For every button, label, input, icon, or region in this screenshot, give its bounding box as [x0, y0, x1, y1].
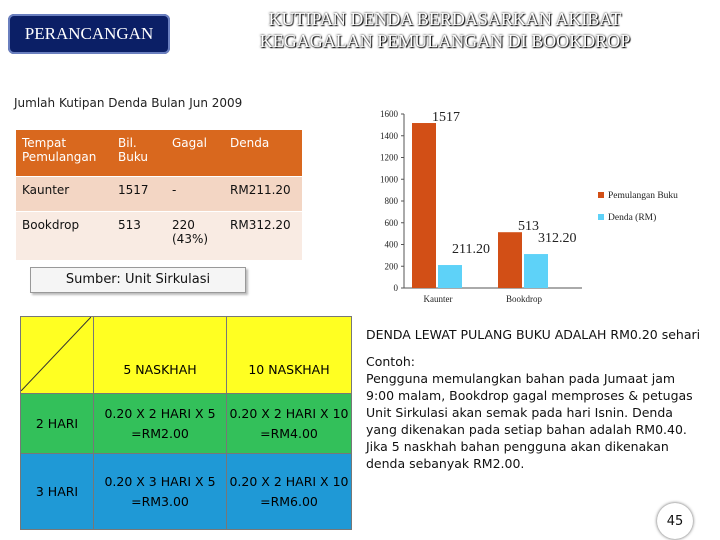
table-cell: Kaunter — [16, 177, 112, 212]
y-tick-label: 800 — [384, 196, 398, 206]
legend-swatch — [598, 214, 604, 220]
data-label: 211.20 — [452, 242, 490, 258]
category-label: Bookdrop — [506, 294, 542, 304]
table-cell: 0.20 X 2 HARI X 10 =RM4.00 — [227, 394, 352, 454]
table-cell: - — [166, 177, 224, 212]
table-cell: RM211.20 — [224, 177, 302, 212]
bar-denda — [438, 265, 462, 288]
fine-table — [20, 316, 352, 530]
legend-label: Denda (RM) — [608, 213, 657, 223]
header-cell: 5 NASKHAH — [94, 317, 227, 394]
y-tick-label: 200 — [384, 261, 398, 272]
y-tick-label: 1400 — [380, 130, 398, 141]
data-label: 1517 — [432, 110, 460, 126]
y-tick-label: 400 — [384, 239, 398, 250]
row-label: 2 HARI — [21, 394, 94, 454]
data-label: 513 — [518, 219, 539, 235]
notes-panel — [366, 326, 706, 482]
fine-rule: DENDA LEWAT PULANG BUKU ADALAH RM0.20 sehari — [366, 327, 701, 342]
table-cell: 0.20 X 2 HARI X 10 =RM6.00 — [227, 454, 352, 530]
section-badge-label: PERANCANGAN — [24, 24, 154, 43]
diagonal-line — [21, 317, 91, 391]
y-tick-label: 1200 — [380, 152, 398, 163]
table-row — [21, 454, 352, 530]
page-number: 45 — [657, 503, 693, 539]
category-label: Kaunter — [423, 294, 453, 304]
table-header-row — [16, 130, 302, 177]
table-header-row — [21, 317, 352, 394]
y-tick-label: 1000 — [380, 174, 398, 185]
source-note: Sumber: Unit Sirkulasi — [30, 267, 246, 293]
legend-label: Pemulangan Buku — [608, 191, 678, 201]
page-title-line2: KEGAGALAN PEMULANGAN DI BOOKDROP — [259, 31, 631, 51]
header-cell: Gagal — [166, 130, 224, 177]
table-subtitle: Jumlah Kutipan Denda Bulan Jun 2009 — [14, 96, 243, 110]
header-cell: Bil. Buku — [112, 130, 166, 177]
table-cell: 1517 — [112, 177, 166, 212]
bar-chart — [356, 96, 716, 314]
table-row — [21, 394, 352, 454]
y-tick-label: 1600 — [380, 109, 398, 119]
table-cell: 0.20 X 3 HARI X 5 =RM3.00 — [94, 454, 227, 530]
table-cell: 220 (43%) — [166, 212, 224, 261]
bar-denda — [524, 254, 548, 288]
table-cell: 513 — [112, 212, 166, 261]
data-label: 312.20 — [538, 231, 577, 247]
header-cell: Denda — [224, 130, 302, 177]
page-title-line1: KUTIPAN DENDA BERDASARKAN AKIBAT — [268, 9, 622, 29]
row-label: 3 HARI — [21, 454, 94, 530]
y-tick-label: 0 — [393, 283, 398, 293]
bar-pemulangan — [412, 123, 436, 288]
section-badge — [8, 14, 170, 54]
header-cell: Tempat Pemulangan — [16, 130, 112, 177]
legend-swatch — [598, 192, 604, 198]
summary-table — [16, 130, 302, 261]
example-title: Contoh: — [366, 354, 415, 369]
header-cell: 10 NASKHAH — [227, 317, 352, 394]
bar-pemulangan — [498, 232, 522, 288]
y-tick-label: 600 — [384, 217, 398, 228]
table-cell: Bookdrop — [16, 212, 112, 261]
table-cell: RM312.20 — [224, 212, 302, 261]
example-body: Pengguna memulangkan bahan pada Jumaat jam 9:00 malam, Bookdrop gagal memproses & petugas Unit Sirkulasi akan semak pada hari Isnin. Denda yang dikenakan pada setiap bahan adalah RM0.40. Jika 5 naskhah bahan pengguna akan dikenakan denda sebanyak RM2.00. — [366, 371, 693, 471]
table-row — [16, 212, 302, 261]
table-row — [16, 177, 302, 212]
diagonal-corner-cell — [21, 317, 94, 394]
page-title — [180, 8, 710, 68]
table-cell: 0.20 X 2 HARI X 5 =RM2.00 — [94, 394, 227, 454]
